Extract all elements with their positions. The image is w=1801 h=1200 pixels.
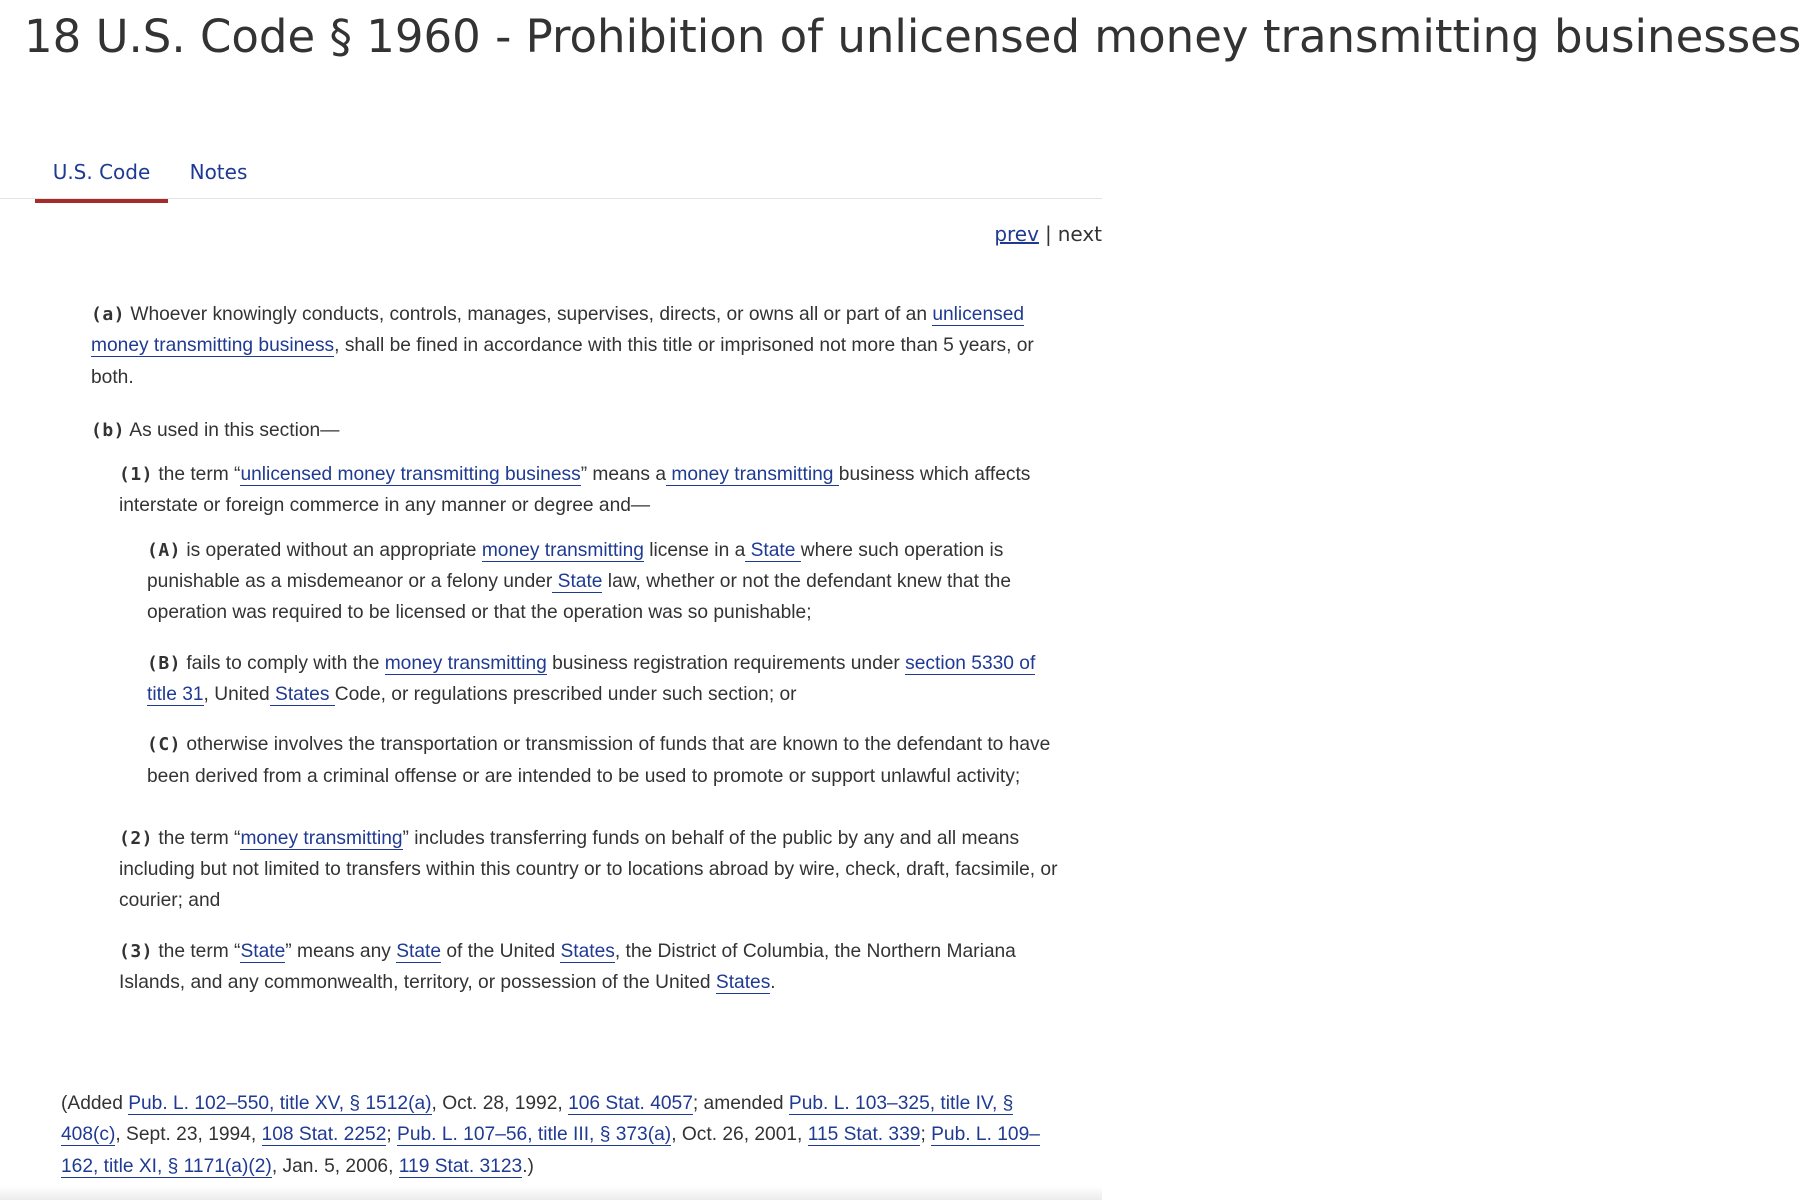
statutes-at-large-link[interactable]: 108 Stat. 2252	[261, 1124, 387, 1146]
subsection-a: (a) Whoever knowingly conducts, controls, manages, supervises, directs, or owns all or part of an unlicensed money transmitting business, shall be fined in accordance with this title or imprisoned not more than 5 years, or both.	[91, 304, 1034, 388]
tab-us-code[interactable]: U.S. Code	[35, 150, 168, 203]
public-law-link[interactable]: Pub. L. 102–550, title XV, § 1512(a)	[128, 1093, 432, 1114]
definition-link[interactable]: States	[269, 683, 335, 705]
subparagraph-number: (A)	[147, 539, 182, 561]
cross-reference-link[interactable]: section 5330 of title 31	[147, 652, 1036, 705]
definition-link[interactable]: State	[240, 940, 286, 962]
tab-bar	[0, 150, 1102, 204]
paragraph-number: (1)	[119, 464, 154, 486]
pager	[994, 222, 1102, 246]
subparagraph-number: (B)	[147, 652, 182, 674]
definition-link[interactable]: unlicensed money transmitting business	[91, 304, 1025, 357]
subparagraph-B: (B) fails to comply with the money transmitting business registration requirements under section 5330 of title 31, United States Code, or regulations prescribed under such section; or	[147, 652, 1036, 705]
subparagraph-A: (A) is operated without an appropriate money transmitting license in a State where such operation is punishable as a misdemeanor or a felony under State law, whether or not the defendant knew that the operation was required to be licensed or that the operation was so punishable;	[147, 539, 1012, 624]
paragraph-2: (2) the term “money transmitting” includes transferring funds on behalf of the public by any and all means including but not limited to transfers within this country or to locations abroad by wire, check, draft, facsimile, or courier; and	[119, 827, 1058, 912]
definition-link[interactable]: State	[396, 940, 441, 962]
subsection-b: (b) As used in this section—	[91, 419, 340, 441]
definition-link[interactable]: money transmitting	[481, 539, 644, 561]
definition-link[interactable]: money transmitting	[240, 827, 403, 849]
definition-link[interactable]: unlicensed money transmitting business	[240, 464, 581, 486]
paragraph-number: (3)	[119, 940, 154, 962]
public-law-link[interactable]: Pub. L. 103–325, title IV, § 408(c)	[61, 1093, 1014, 1146]
paragraph-1: (1) the term “unlicensed money transmitting business” means a money transmitting business which affects interstate or foreign commerce in any manner or degree and—	[119, 464, 1031, 517]
pager-separator: |	[1044, 222, 1052, 246]
next-link[interactable]: next	[1057, 222, 1102, 246]
public-law-link[interactable]: Pub. L. 109–162, title XI, § 1171(a)(2)	[61, 1124, 1040, 1177]
statutes-at-large-link[interactable]: 106 Stat. 4057	[568, 1093, 693, 1114]
statutes-at-large-link[interactable]: 115 Stat. 339	[807, 1124, 921, 1146]
definition-link[interactable]: money transmitting	[384, 652, 547, 674]
statute-text	[0, 299, 1102, 998]
prev-link[interactable]: prev	[994, 222, 1039, 246]
subparagraph-number: (C)	[147, 734, 182, 756]
source-credits: (Added Pub. L. 102–550, title XV, § 1512(a), Oct. 28, 1992, 106 Stat. 4057; amended Pub. L. 103–325, title IV, § 408(c), Sept. 23, 1994, 108 Stat. 2252; Pub. L. 107–56, title III, § 373(a), Oct. 26, 2001, 115 Stat. 339; Pub. L. 109–162, title XI, § 1171(a)(2), Jan. 5, 2006, 119 Stat. 3123.)	[61, 1093, 1040, 1177]
definition-link[interactable]: State	[745, 539, 801, 561]
paragraph-number: (2)	[119, 827, 154, 849]
paragraph-3: (3) the term “State” means any State of the United States, the District of Columbia, the Northern Mariana Islands, and any commonwealth, territory, or possession of the United States.	[119, 940, 1016, 994]
page-title: 18 U.S. Code § 1960 - Prohibition of unlicensed money transmitting businesses	[24, 10, 1801, 63]
statutes-at-large-link[interactable]: 119 Stat. 3123	[398, 1155, 523, 1177]
definition-link[interactable]: money transmitting	[666, 464, 839, 486]
page-bottom-shadow	[0, 1186, 1102, 1200]
definition-link[interactable]: States	[715, 972, 771, 994]
tab-notes[interactable]: Notes	[171, 150, 266, 199]
subsection-number: (b)	[91, 419, 126, 441]
tabs-divider	[0, 198, 1102, 199]
definition-link[interactable]: State	[552, 571, 603, 593]
definition-link[interactable]: States	[560, 940, 615, 962]
public-law-link[interactable]: Pub. L. 107–56, title III, § 373(a)	[397, 1124, 672, 1146]
subsection-number: (a)	[91, 304, 126, 325]
subparagraph-C: (C) otherwise involves the transportation or transmission of funds that are known to the defendant to have been derived from a criminal offense or are intended to be used to promote or support unlawful activity;	[147, 734, 1051, 787]
